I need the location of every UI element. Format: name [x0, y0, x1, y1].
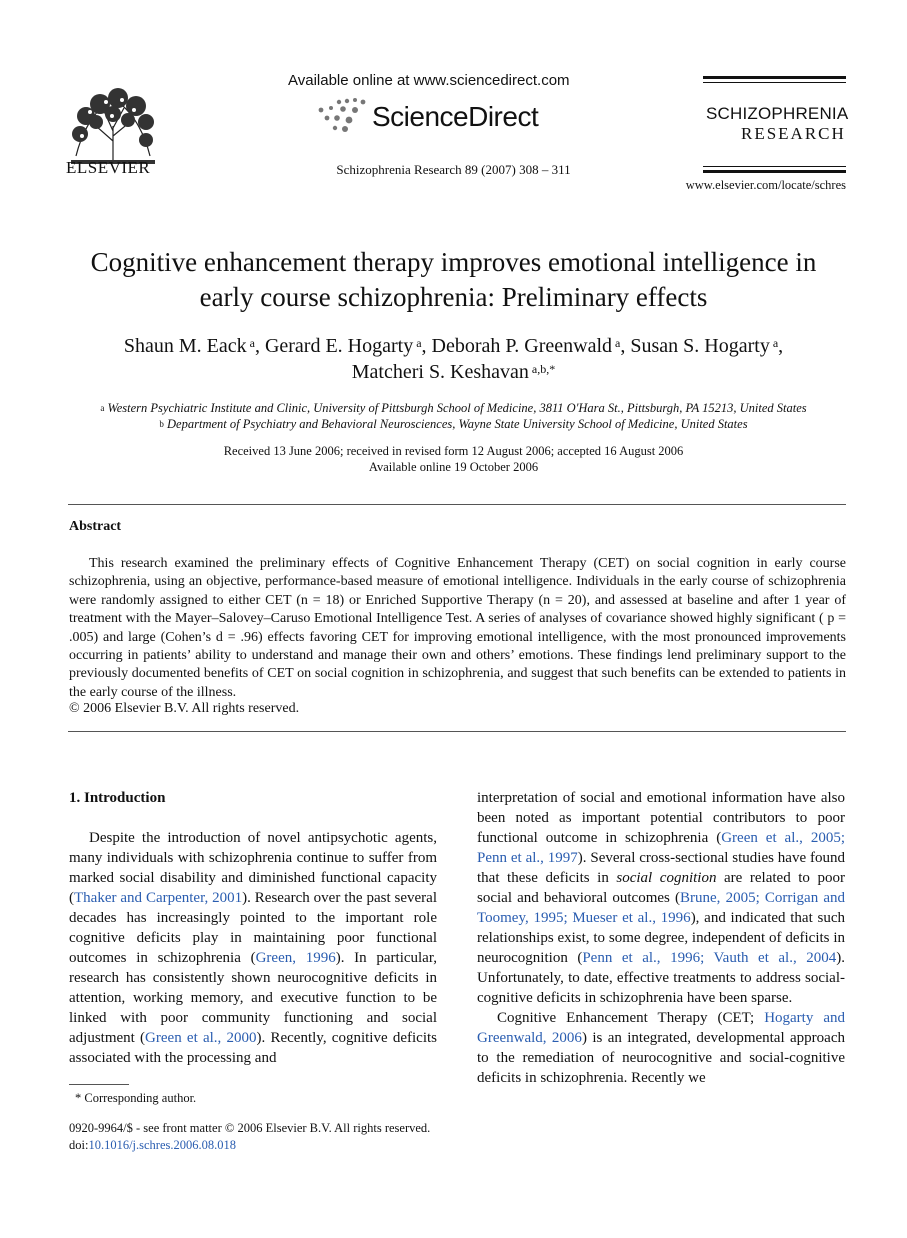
- author-affiliation-mark: a: [615, 336, 621, 350]
- issn-block: [69, 1120, 430, 1154]
- author-name: Susan S. Hogarty: [630, 335, 770, 357]
- citation-link[interactable]: Green et al., 2005; Penn et al., 1997: [477, 830, 845, 866]
- corresponding-author-footnote: * Corresponding author.: [75, 1091, 197, 1105]
- affiliation-text: Western Psychiatric Institute and Clinic, University of Pittsburgh School of Medicine, 3811 O'Hara St., Pittsburgh, PA 15213, United States: [107, 401, 807, 415]
- publisher-name: ELSEVIER: [66, 158, 151, 177]
- journal-url[interactable]: www.elsevier.com/locate/schres: [685, 178, 846, 192]
- paragraph-text: Despite the introduction of novel antipsychotic agents, many individuals with schizophrenia continue to suffer from marked social disability and diminished functional capacity (: [69, 830, 437, 906]
- abstract-text: This research examined the preliminary effects of Cognitive Enhancement Therapy (CET) on social cognition in early course schizophrenia, using an objective, performance-based measure of emotional intelligence. Individuals in the early course of schizophrenia were randomly assigned to either CET (n = 18) or Enriched Supportive Therapy (n = 20), and assessed at baseline and after 1 year of treatment with the Mayer–Salovey–Caruso Emotional Intelligence Test. A series of analyses of covariance showed highly significant ( p = .005) and large (Cohen’s d = .96) effects favoring CET for improving emotional intelligence, with the most pronounced improvements occurring in patients’ ability to understand and manage their own and others’ emotions. These findings lend preliminary support to the previously documented benefits of CET on social cognition in schizophrenia, and suggest that such benefits can be extended to patients in the early course of the illness.: [69, 556, 846, 700]
- citation-link[interactable]: Hogarty and Greenwald, 2006: [477, 1010, 846, 1046]
- paragraph-text: ). Unfortunately, to date, effective treatments to address social-cognitive deficits in schizophrenia have been sparse.: [477, 950, 845, 1006]
- title-line-2: early course schizophrenia: Preliminary effects: [199, 282, 708, 312]
- citation-link[interactable]: Green et al., 2000: [145, 1030, 257, 1046]
- right-column: [477, 788, 845, 1088]
- doi-label: doi:: [69, 1138, 89, 1152]
- paragraph-text: Cognitive Enhancement Therapy (CET;: [497, 1010, 765, 1026]
- received-dates: Received 13 June 2006; received in revised form 12 August 2006; accepted 16 August 2006: [223, 444, 684, 458]
- divider: [68, 504, 846, 505]
- paragraph-text: ). Several cross-sectional studies have found that these deficits in: [477, 850, 845, 886]
- paragraph: [477, 788, 845, 1008]
- paragraph-text: ), and indicated that such relationships exist, to some degree, independent of deficits in neurocognition (: [477, 910, 845, 966]
- paragraph: [69, 828, 437, 1068]
- title-line-1: Cognitive enhancement therapy improves emotional intelligence in: [90, 247, 817, 277]
- author-affiliation-mark: a,b,*: [531, 362, 556, 376]
- abstract-copyright: © 2006 Elsevier B.V. All rights reserved.: [69, 701, 300, 716]
- affiliation-text: Department of Psychiatry and Behavioral Neurosciences, Wayne State University School of Medicine, United States: [167, 417, 748, 431]
- article-dates: [40, 443, 867, 475]
- paragraph-text: ). Research over the past several decades has increasingly pointed to the important role cognitive deficits play in maintaining poor functional outcomes in schizophrenia (: [69, 890, 437, 966]
- journal-citation: Schizophrenia Research 89 (2007) 308 – 311: [336, 162, 571, 177]
- paragraph-text: are related to poor social and behavioral outcomes (: [477, 870, 845, 906]
- affiliation-mark: a: [100, 403, 105, 413]
- abstract-heading: Abstract: [69, 519, 122, 534]
- author-name: Shaun M. Eack: [123, 335, 247, 357]
- author-list: Shaun M. Eack $^a$, Gerard E. Hogarty $^a$, Deborah P. Greenwald $^a$, Susan S. Hogarty $^a$, Matcheri S. Keshavan $^{a,b,*}$: [123, 335, 784, 383]
- author-name: Gerard E. Hogarty: [264, 335, 414, 357]
- journal-name-line2: RESEARCH: [741, 124, 846, 143]
- paragraph-text: interpretation of social and emotional information have also been noted as important potential contributors to poor functional outcome in schizophrenia (: [477, 790, 845, 846]
- footnote-divider: [69, 1084, 129, 1085]
- sciencedirect-wordmark: ScienceDirect: [372, 101, 539, 132]
- article-title: [40, 245, 867, 315]
- journal-brand-block: [703, 74, 849, 182]
- available-online-text: Available online at www.sciencedirect.com: [288, 72, 570, 89]
- paragraph: [477, 1008, 845, 1088]
- emphasis-text: social cognition: [616, 870, 717, 886]
- section-title: 1. Introduction: [69, 790, 166, 806]
- sciencedirect-dots-icon: [313, 96, 373, 136]
- author-affiliation-mark: a: [416, 336, 422, 350]
- citation-link[interactable]: Brune, 2005; Corrigan and Toomey, 1995; Mueser et al., 1996: [477, 890, 845, 926]
- author-affiliation-mark: a: [772, 336, 779, 350]
- citation-link[interactable]: Green, 1996: [255, 950, 336, 966]
- paragraph-text: ). Recently, cognitive deficits associated with the processing and: [69, 1030, 437, 1066]
- paragraph-text: ) is an integrated, developmental approach to the remediation of neurocognitive and social-cognitive deficits in schizophrenia. Recently we: [477, 1030, 845, 1086]
- available-online-date: Available online 19 October 2006: [368, 460, 539, 474]
- affiliations: [40, 400, 867, 432]
- affiliation-mark: b: [159, 419, 164, 429]
- journal-name-line1: SCHIZOPHRENIA: [706, 104, 849, 123]
- divider: [68, 731, 846, 732]
- author-affiliation-mark: a: [249, 336, 255, 350]
- citation-link[interactable]: Thaker and Carpenter, 2001: [74, 890, 243, 906]
- citation-link[interactable]: Penn et al., 1996; Vauth et al., 2004: [582, 950, 837, 966]
- doi-link[interactable]: 10.1016/j.schres.2006.08.018: [88, 1138, 237, 1152]
- issn-line: 0920-9964/$ - see front matter © 2006 Elsevier B.V. All rights reserved.: [69, 1121, 431, 1135]
- paragraph-text: ). In particular, research has consistently shown neurocognitive deficits in attention, working memory, and executive function to be linked with poor community functioning and social adjustment (: [69, 950, 437, 1046]
- left-column: [69, 788, 437, 1068]
- author-name: Matcheri S. Keshavan: [351, 361, 529, 383]
- author-name: Deborah P. Greenwald: [431, 335, 613, 357]
